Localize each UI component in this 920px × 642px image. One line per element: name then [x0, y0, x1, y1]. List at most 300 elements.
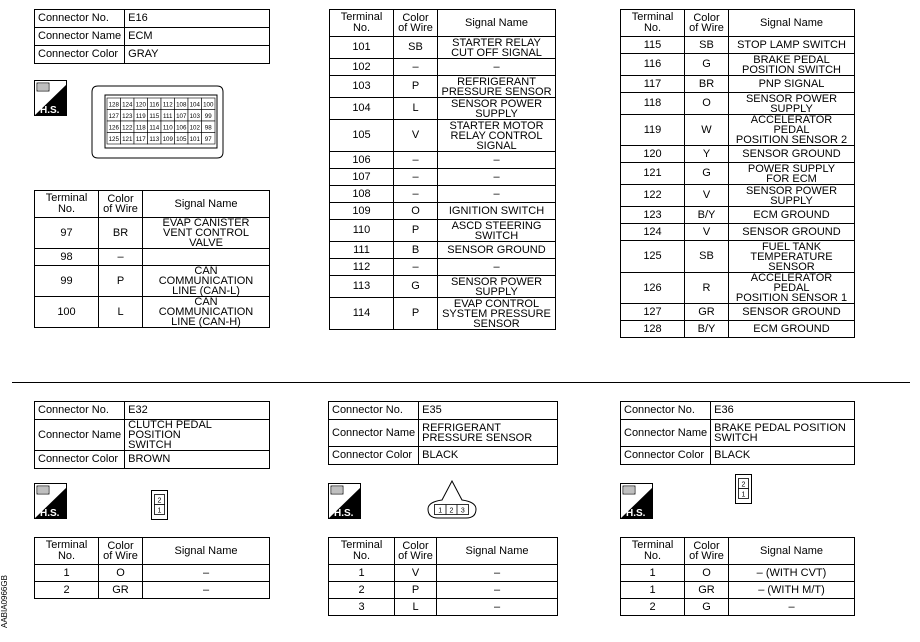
connector-color-label: Connector Color: [35, 46, 125, 64]
terminal-row: [330, 259, 556, 276]
signal-name-line: SUPPLY: [770, 194, 813, 207]
signal-name-line: CAN COMMUNICATION: [158, 296, 254, 318]
e16-pin-label: 111: [163, 112, 173, 120]
e36-connector-color: BLACK: [711, 447, 855, 465]
terminal-no-header: Terminal No.: [330, 10, 394, 37]
terminal-row: [330, 37, 556, 59]
signal-name: [438, 186, 556, 203]
terminal-no: 1: [329, 565, 395, 582]
connector-name-label: Connector Name: [35, 28, 125, 46]
signal-name-header: Signal Name: [438, 10, 556, 37]
e16-pin-label: 120: [135, 101, 146, 109]
e16-pin-label: 108: [176, 101, 187, 109]
signal-name-line: –: [493, 188, 500, 200]
wire-color: –: [394, 186, 438, 203]
e16-pin-label: 118: [135, 124, 146, 132]
wire-color: G: [685, 599, 729, 616]
wire-color: –: [394, 59, 438, 76]
e32-terminal-table: [34, 537, 270, 599]
e16-pin-label: 107: [176, 112, 187, 120]
terminal-no-header: Terminal No.: [621, 538, 685, 565]
terminal-no-header: Terminal No.: [621, 10, 685, 37]
hs-label: H.S.: [334, 508, 354, 519]
signal-name: [729, 582, 855, 599]
e35-connector-color: BLACK: [419, 447, 558, 465]
e32-pin-label: 1: [157, 507, 162, 515]
terminal-row: [330, 186, 556, 203]
wire-color: GR: [685, 582, 729, 599]
terminal-no: 1: [35, 565, 99, 582]
signal-name-line: POSITION SENSOR 1: [735, 292, 848, 304]
wire-color: B/Y: [685, 207, 729, 224]
e16-pin-label: 126: [108, 124, 119, 132]
terminal-row: [621, 321, 855, 338]
section-divider: [12, 382, 910, 383]
terminal-no: 119: [621, 115, 685, 146]
signal-name: [729, 76, 855, 93]
harness-side-icon: [34, 80, 67, 116]
terminal-row: [330, 298, 556, 330]
e36-connector-name: [711, 420, 855, 447]
signal-name-line: POWER SUPPLY: [747, 162, 836, 175]
e16-connector-face: [90, 84, 225, 160]
hs-label: H.S.: [40, 105, 60, 116]
wire-color: B: [394, 242, 438, 259]
signal-name-line: REFRIGERANT: [457, 75, 536, 88]
e16-terminal-table-a: [34, 190, 270, 328]
wire-color: V: [394, 120, 438, 152]
terminal-no: 126: [621, 273, 685, 304]
signal-name: [438, 298, 556, 330]
signal-name-line: –: [493, 154, 500, 166]
wire-color: –: [394, 169, 438, 186]
terminal-row: [621, 115, 855, 146]
terminal-row: [330, 203, 556, 220]
e16-pin-label: 104: [189, 101, 200, 109]
terminal-row: [330, 59, 556, 76]
signal-name-line: –: [493, 584, 501, 596]
signal-name-line: CAN COMMUNICATION: [158, 265, 254, 287]
signal-name-line: SENSOR: [768, 260, 815, 273]
color-of-wire-header: Color of Wire: [395, 538, 437, 565]
e16-pin-label: 105: [176, 135, 187, 143]
terminal-row: [621, 207, 855, 224]
signal-name: [729, 93, 855, 115]
connector-name-line: REFRIGERANT: [422, 422, 501, 434]
signal-name-line: –: [493, 61, 500, 73]
signal-name-line: POSITION SWITCH: [742, 63, 841, 76]
signal-name-line: SUPPLY: [475, 285, 518, 298]
signal-name-line: EVAP CANISTER: [162, 217, 250, 229]
wire-color: L: [99, 297, 143, 328]
harness-side-icon: [34, 483, 67, 519]
color-of-wire-header: Color of Wire: [685, 10, 729, 37]
connector-name-line: SWITCH: [714, 432, 758, 444]
terminal-row: [621, 565, 855, 582]
signal-name-header: Signal Name: [729, 10, 855, 37]
terminal-no: 98: [35, 249, 99, 266]
wire-color: –: [99, 249, 143, 266]
e35-connector-info: [328, 401, 558, 465]
terminal-no-header: Terminal No.: [35, 538, 99, 565]
e32-connector-name: [125, 420, 270, 451]
terminal-no: 112: [330, 259, 394, 276]
e32-pin-label: 2: [157, 497, 162, 505]
terminal-row: [35, 218, 270, 249]
signal-name-line: EVAP CONTROL: [453, 297, 540, 310]
terminal-no: 127: [621, 304, 685, 321]
e36-connector-face: [735, 474, 752, 504]
e16-pin-label: 122: [122, 124, 133, 132]
e16-terminal-table-b: [329, 9, 556, 330]
connector-name-label: Connector Name: [329, 420, 419, 447]
signal-name-header: Signal Name: [143, 191, 270, 218]
terminal-no: 121: [621, 163, 685, 185]
wire-color: L: [394, 98, 438, 120]
terminal-row: [621, 273, 855, 304]
e16-pin-label: 99: [204, 112, 212, 120]
e16-pin-label: 103: [189, 112, 200, 120]
e35-connector-no: E35: [419, 402, 558, 420]
e32-connector-face: [151, 490, 168, 520]
terminal-no: 107: [330, 169, 394, 186]
color-of-wire-header: Color of Wire: [685, 538, 729, 565]
terminal-row: [330, 120, 556, 152]
e16-pin-label: 98: [204, 124, 212, 132]
terminal-no: 1: [621, 582, 685, 599]
signal-name-line: SUPPLY: [770, 102, 813, 115]
signal-name: [729, 115, 855, 146]
terminal-row: [330, 220, 556, 242]
terminal-row: [621, 54, 855, 76]
connector-color-label: Connector Color: [329, 447, 419, 465]
e36-connector-info: [620, 401, 855, 465]
signal-name-header: Signal Name: [143, 538, 270, 565]
signal-name-line: BRAKE PEDAL: [753, 53, 830, 66]
signal-name-line: ASCD STEERING: [451, 219, 542, 232]
connector-name-label: Connector Name: [35, 420, 125, 451]
signal-name-line: VENT CONTROL VALVE: [163, 227, 249, 249]
signal-name-line: SENSOR POWER: [745, 92, 838, 105]
e35-terminal-table: [328, 537, 558, 616]
e16-pin-label: 110: [162, 124, 173, 132]
terminal-row: [330, 276, 556, 298]
terminal-row: [621, 93, 855, 115]
signal-name-line: SENSOR GROUND: [742, 306, 841, 318]
e35-pin-label: 2: [449, 507, 454, 515]
signal-name: [438, 76, 556, 98]
signal-name-line: LINE (CAN-L): [172, 285, 240, 297]
e16-pin-label: 109: [162, 135, 173, 143]
wire-color: P: [394, 220, 438, 242]
e16-pin-label: 115: [149, 112, 160, 120]
e16-pin-label: 102: [189, 124, 200, 132]
signal-name: [438, 120, 556, 152]
signal-name-line: SENSOR: [473, 317, 520, 330]
signal-name-line: SWITCH: [474, 229, 519, 242]
signal-name-line: IGNITION SWITCH: [448, 205, 545, 217]
terminal-no: 128: [621, 321, 685, 338]
terminal-no: 117: [621, 76, 685, 93]
terminal-row: [621, 185, 855, 207]
e16-pin-label: 114: [149, 124, 160, 132]
e16-terminal-table-c: [620, 9, 855, 338]
document-code: AABIA0966GB: [0, 575, 9, 628]
signal-name: [143, 218, 270, 249]
terminal-row: [621, 599, 855, 616]
e16-pin-label: 123: [122, 112, 133, 120]
e16-pin-label: 116: [149, 101, 160, 109]
color-of-wire-header: Color of Wire: [99, 191, 143, 218]
harness-side-icon: [328, 483, 361, 519]
terminal-no: 2: [329, 582, 395, 599]
terminal-row: [621, 146, 855, 163]
e32-connector-color: BROWN: [125, 451, 270, 469]
signal-name-line: LINE (CAN-H): [171, 316, 241, 328]
terminal-no: 2: [621, 599, 685, 616]
wire-color: O: [394, 203, 438, 220]
wire-color: R: [685, 273, 729, 304]
e32-connector-no: E32: [125, 402, 270, 420]
signal-name-line: PNP SIGNAL: [758, 78, 825, 90]
e16-connector-info: [34, 9, 270, 64]
signal-name-line: FUEL TANK: [761, 240, 822, 253]
terminal-row: [330, 76, 556, 98]
e16-pin-label: 112: [162, 101, 173, 109]
terminal-no: 124: [621, 224, 685, 241]
wire-color: BR: [685, 76, 729, 93]
signal-name: [438, 152, 556, 169]
signal-name: [438, 220, 556, 242]
terminal-no: 102: [330, 59, 394, 76]
e36-connector-no: E36: [711, 402, 855, 420]
e16-pin-label: 121: [122, 135, 133, 143]
signal-name: [143, 565, 270, 582]
signal-name: [143, 266, 270, 297]
e16-connector-color: GRAY: [125, 46, 270, 64]
terminal-no: 105: [330, 120, 394, 152]
terminal-row: [621, 304, 855, 321]
terminal-no: 108: [330, 186, 394, 203]
e16-connector-name: ECM: [125, 28, 270, 46]
wire-color: –: [394, 259, 438, 276]
terminal-no: 97: [35, 218, 99, 249]
signal-name-line: STARTER MOTOR: [449, 119, 544, 132]
signal-name: [437, 599, 558, 616]
terminal-no: 109: [330, 203, 394, 220]
signal-name-header: Signal Name: [437, 538, 558, 565]
terminal-no: 111: [330, 242, 394, 259]
terminal-no: 118: [621, 93, 685, 115]
e16-pin-label: 128: [108, 101, 119, 109]
wire-color: L: [395, 599, 437, 616]
signal-name: [438, 59, 556, 76]
signal-name-line: STOP LAMP SWITCH: [737, 39, 846, 51]
signal-name-line: POSITION SENSOR 2: [735, 134, 848, 146]
terminal-no: 113: [330, 276, 394, 298]
terminal-row: [621, 37, 855, 54]
signal-name: [437, 582, 558, 599]
wire-color: P: [394, 298, 438, 330]
signal-name-line: SENSOR POWER: [450, 275, 543, 288]
signal-name-line: –: [493, 601, 501, 613]
e16-pin-label: 100: [203, 101, 214, 109]
terminal-no: 99: [35, 266, 99, 297]
signal-name-line: SUPPLY: [475, 107, 518, 120]
connector-color-label: Connector Color: [35, 451, 125, 469]
terminal-no: 100: [35, 297, 99, 328]
signal-name-line: ECM GROUND: [753, 323, 830, 335]
wire-color: V: [395, 565, 437, 582]
wire-color: SB: [685, 241, 729, 273]
terminal-row: [330, 169, 556, 186]
signal-name-line: –: [493, 567, 501, 579]
e32-connector-info: [34, 401, 270, 469]
wire-color: W: [685, 115, 729, 146]
wire-color: O: [685, 93, 729, 115]
wire-color: P: [395, 582, 437, 599]
terminal-row: [329, 599, 558, 616]
e16-pin-label: 106: [176, 124, 187, 132]
color-of-wire-header: Color of Wire: [99, 538, 143, 565]
signal-name: [438, 259, 556, 276]
wire-color: –: [394, 152, 438, 169]
e16-pin-label: 119: [135, 112, 146, 120]
signal-name: [729, 54, 855, 76]
signal-name: [438, 203, 556, 220]
signal-name: [729, 273, 855, 304]
terminal-row: [621, 224, 855, 241]
harness-side-icon: [620, 483, 653, 519]
signal-name: [143, 249, 270, 266]
wire-color: SB: [394, 37, 438, 59]
terminal-row: [621, 163, 855, 185]
e16-pin-label: 117: [135, 135, 146, 143]
terminal-row: [621, 76, 855, 93]
wire-color: GR: [685, 304, 729, 321]
terminal-row: [330, 152, 556, 169]
wire-color: G: [685, 54, 729, 76]
e35-pin-label: 1: [438, 507, 443, 515]
signal-name-line: STARTER RELAY: [452, 36, 541, 49]
signal-name-line: –: [202, 584, 210, 596]
signal-name-line: SENSOR GROUND: [742, 148, 841, 160]
terminal-no: 110: [330, 220, 394, 242]
signal-name-line: SYSTEM PRESSURE: [442, 307, 551, 320]
signal-name-line: SENSOR GROUND: [742, 226, 841, 238]
e16-pin-label: 125: [108, 135, 119, 143]
terminal-no: 103: [330, 76, 394, 98]
terminal-no: 116: [621, 54, 685, 76]
e16-pin-label: 127: [108, 112, 119, 120]
wire-color: P: [394, 76, 438, 98]
signal-name-line: –: [202, 567, 210, 579]
e16-pin-label: 101: [189, 135, 200, 143]
wire-color: V: [685, 185, 729, 207]
terminal-row: [329, 565, 558, 582]
signal-name: [729, 321, 855, 338]
terminal-no-header: Terminal No.: [329, 538, 395, 565]
signal-name-line: RELAY CONTROL: [450, 129, 543, 142]
signal-name-header: Signal Name: [729, 538, 855, 565]
signal-name: [729, 599, 855, 616]
signal-name: [729, 163, 855, 185]
terminal-row: [35, 297, 270, 328]
connector-no-label: Connector No.: [35, 10, 125, 28]
signal-name: [729, 304, 855, 321]
signal-name-line: SENSOR GROUND: [447, 244, 546, 256]
terminal-row: [35, 249, 270, 266]
signal-name: [729, 146, 855, 163]
terminal-no: 115: [621, 37, 685, 54]
connector-color-label: Connector Color: [621, 447, 711, 465]
e16-connector-no: E16: [125, 10, 270, 28]
signal-name: [438, 169, 556, 186]
connector-name-line: BRAKE PEDAL POSITION: [714, 422, 846, 434]
signal-name: [438, 98, 556, 120]
connector-no-label: Connector No.: [621, 402, 711, 420]
e16-pin-label: 124: [122, 101, 133, 109]
signal-name-line: SIGNAL: [476, 139, 517, 152]
terminal-no: 123: [621, 207, 685, 224]
terminal-row: [35, 266, 270, 297]
wire-color: B/Y: [685, 321, 729, 338]
signal-name: [438, 276, 556, 298]
signal-name-line: SENSOR POWER: [745, 184, 838, 197]
signal-name-line: SENSOR POWER: [450, 97, 543, 110]
terminal-row: [330, 242, 556, 259]
e36-terminal-table: [620, 537, 855, 616]
signal-name-line: CUT OFF SIGNAL: [451, 46, 542, 59]
connector-name-line: CLUTCH PEDAL POSITION: [128, 419, 212, 441]
terminal-no: 3: [329, 599, 395, 616]
signal-name-line: FOR ECM: [766, 172, 817, 185]
signal-name-line: PRESSURE SENSOR: [441, 85, 552, 98]
signal-name-line: ECM GROUND: [753, 209, 830, 221]
e16-pin-label: 113: [149, 135, 160, 143]
signal-name: [729, 224, 855, 241]
wire-color: SB: [685, 37, 729, 54]
terminal-no: 1: [621, 565, 685, 582]
signal-name: [143, 582, 270, 599]
terminal-row: [35, 582, 270, 599]
wire-color: BR: [99, 218, 143, 249]
terminal-no: 101: [330, 37, 394, 59]
signal-name: [729, 37, 855, 54]
terminal-row: [329, 582, 558, 599]
e35-connector-face: [426, 480, 478, 520]
terminal-no-header: Terminal No.: [35, 191, 99, 218]
terminal-no: 114: [330, 298, 394, 330]
connector-name-label: Connector Name: [621, 420, 711, 447]
signal-name-line: – (WITH CVT): [756, 567, 827, 579]
signal-name-line: –: [493, 261, 500, 273]
terminal-no: 106: [330, 152, 394, 169]
signal-name: [729, 185, 855, 207]
terminal-no: 125: [621, 241, 685, 273]
hs-label: H.S.: [40, 508, 60, 519]
terminal-no: 2: [35, 582, 99, 599]
wire-color: O: [99, 565, 143, 582]
terminal-no: 120: [621, 146, 685, 163]
signal-name: [729, 207, 855, 224]
signal-name: [143, 297, 270, 328]
e36-pin-label: 2: [741, 481, 746, 489]
color-of-wire-header: Color of Wire: [394, 10, 438, 37]
wire-color: G: [394, 276, 438, 298]
signal-name-line: –: [788, 601, 795, 613]
signal-name: [437, 565, 558, 582]
